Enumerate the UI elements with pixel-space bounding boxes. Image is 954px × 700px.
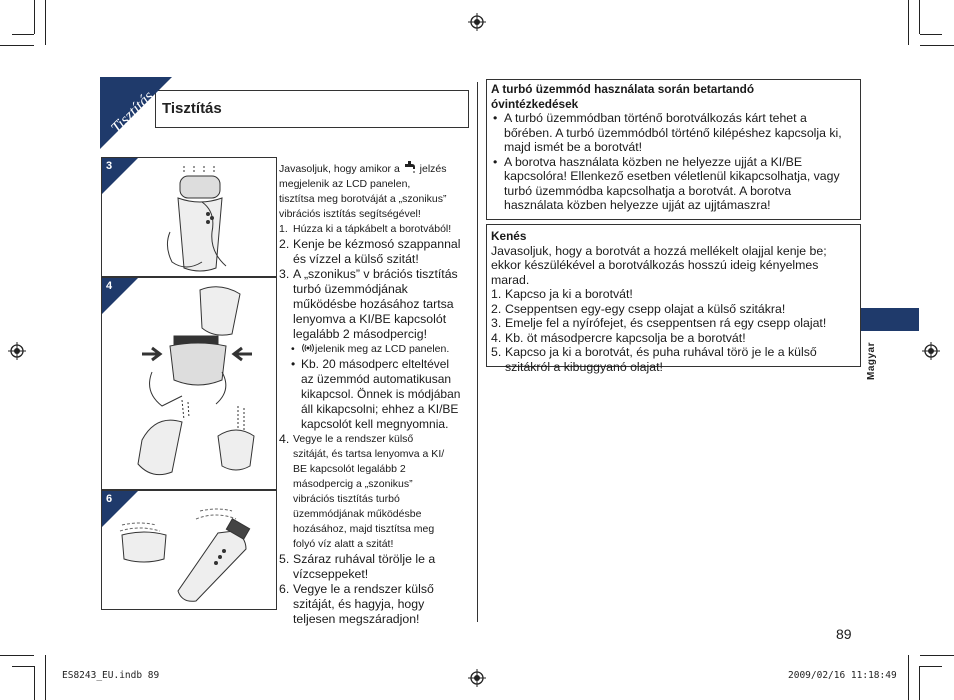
oiling-step: 4. Kb. öt másodpercre kapcsolja be a borotvát! — [491, 330, 746, 345]
caution-item: • A borotva használata közben ne helyezze ujját a KI/BE kapcsolóra! Ellenkező esetben véletlenül kikapcsolhatja, vagy turbó üzemmódba kapcsolhatja a borotvát. A borotva használata közben helyezze ujját az ujjtámaszra! — [493, 154, 840, 212]
intro-text: megjelenik az LCD panelen, — [279, 178, 411, 190]
panel-number: 4 — [106, 280, 113, 292]
caution-box — [486, 79, 861, 220]
intro-text: Javasoljuk, hogy amikor a — [279, 163, 400, 175]
step-1: 1. Húzza ki a tápkábelt a borotvából! — [279, 223, 452, 235]
step-4: 4. Vegye le a rendszer külső szitáját, és tartsa lenyomva a KI/ BE kapcsolót legalább 2 másodpercig a „szonikus” vibrációs tisztítás turbó üzemmódjának működésbe hozásához, majd tisztítsa meg folyó víz alatt a szitát! — [279, 432, 445, 550]
caution-title: óvintézkedések — [491, 96, 579, 111]
oiling-step: 5. Kapcso ja ki a borotvát, és puha ruhával törö je le a külső szitákról a kibuggyanó olajat! — [491, 345, 817, 374]
cleaning-instructions — [279, 160, 467, 627]
faucet-icon — [403, 160, 417, 174]
oiling-step: 1. Kapcso ja ki a borotvát! — [491, 287, 633, 301]
step-5: 5. Száraz ruhával törölje le a vízcseppeket! — [279, 552, 436, 581]
step-3: 3. A „szonikus” v brációs tisztítás turbó üzemmódjának működésbe hozásához tartsa lenyomva a KI/BE kapcsolót legalább 2 másodpercig! — [279, 267, 458, 341]
intro-text: jelzés — [419, 163, 447, 175]
shaver-head-removal-illustration — [122, 280, 272, 486]
page-title: Tisztítás — [162, 100, 222, 117]
sonic-vibration-icon — [301, 343, 315, 353]
step-2: 2. Kenje be kézmosó szappannal és vízzel a külső szitát! — [279, 237, 461, 266]
illustration-panel-3 — [101, 157, 277, 277]
oiling-step: 3. Emelje fel a nyírófejet, és cseppentsen rá egy csepp olajat! — [491, 316, 827, 330]
language-tab — [861, 308, 919, 331]
intro-text: tisztítsa meg borotváját a „szonikus” — [279, 193, 447, 205]
oiling-intro: Javasoljuk, hogy a borotvát a hozzá mellékelt olajjal kenje be; — [491, 243, 827, 258]
registration-mark-icon — [468, 669, 486, 687]
step-3-note-2: • Kb. 20 másodperc elteltével az üzemmód automatikusan kikapcsol. Önnek is módjában áll kikapcsolni; ehhez a KI/BE kapcsolót kell megnyomnia. — [291, 357, 461, 431]
registration-mark-icon — [468, 13, 486, 31]
step-3-note-1: • jelenik meg az LCD panelen. — [291, 343, 450, 355]
panel-number: 6 — [106, 493, 113, 505]
section-tab-label: Tisztítás — [108, 87, 158, 138]
caution-title: A turbó üzemmód használata során betartandó — [491, 82, 755, 96]
oiling-step: 2. Cseppentsen egy-egy csepp olajat a külső szitákra! — [491, 301, 786, 316]
registration-mark-icon — [8, 342, 26, 360]
step-6: 6. Vegye le a rendszer külső szitáját, és hagyja, hogy teljesen megszáradjon! — [279, 582, 434, 626]
language-label: Magyar — [866, 341, 877, 380]
oiling-box — [486, 224, 861, 374]
panel-number: 3 — [106, 160, 113, 172]
footer-file: ES8243_EU.indb 89 — [62, 670, 160, 681]
shaver-drying-illustration — [116, 501, 272, 605]
caution-item: • A turbó üzemmódban történő borotválkozás kárt tehet a bőrében. A turbó üzemmódból történő kilépéshez kapcsolja ki, majd ismét be a borotvát! — [493, 111, 842, 154]
oiling-intro: ekkor készülékével a borotválkozás hosszú ideig kényelmes — [491, 258, 819, 272]
oiling-title: Kenés — [491, 229, 527, 243]
shaver-washing-illustration — [162, 162, 252, 272]
illustration-panel-4 — [101, 277, 277, 490]
illustration-panel-6 — [101, 490, 277, 610]
intro-text: vibrációs isztítás segítségével! — [279, 208, 421, 220]
registration-mark-icon — [922, 342, 940, 360]
oiling-intro: marad. — [491, 272, 530, 287]
footer-date: 2009/02/16 11:18:49 — [788, 670, 897, 681]
page-number: 89 — [836, 626, 852, 642]
column-divider — [477, 82, 478, 622]
